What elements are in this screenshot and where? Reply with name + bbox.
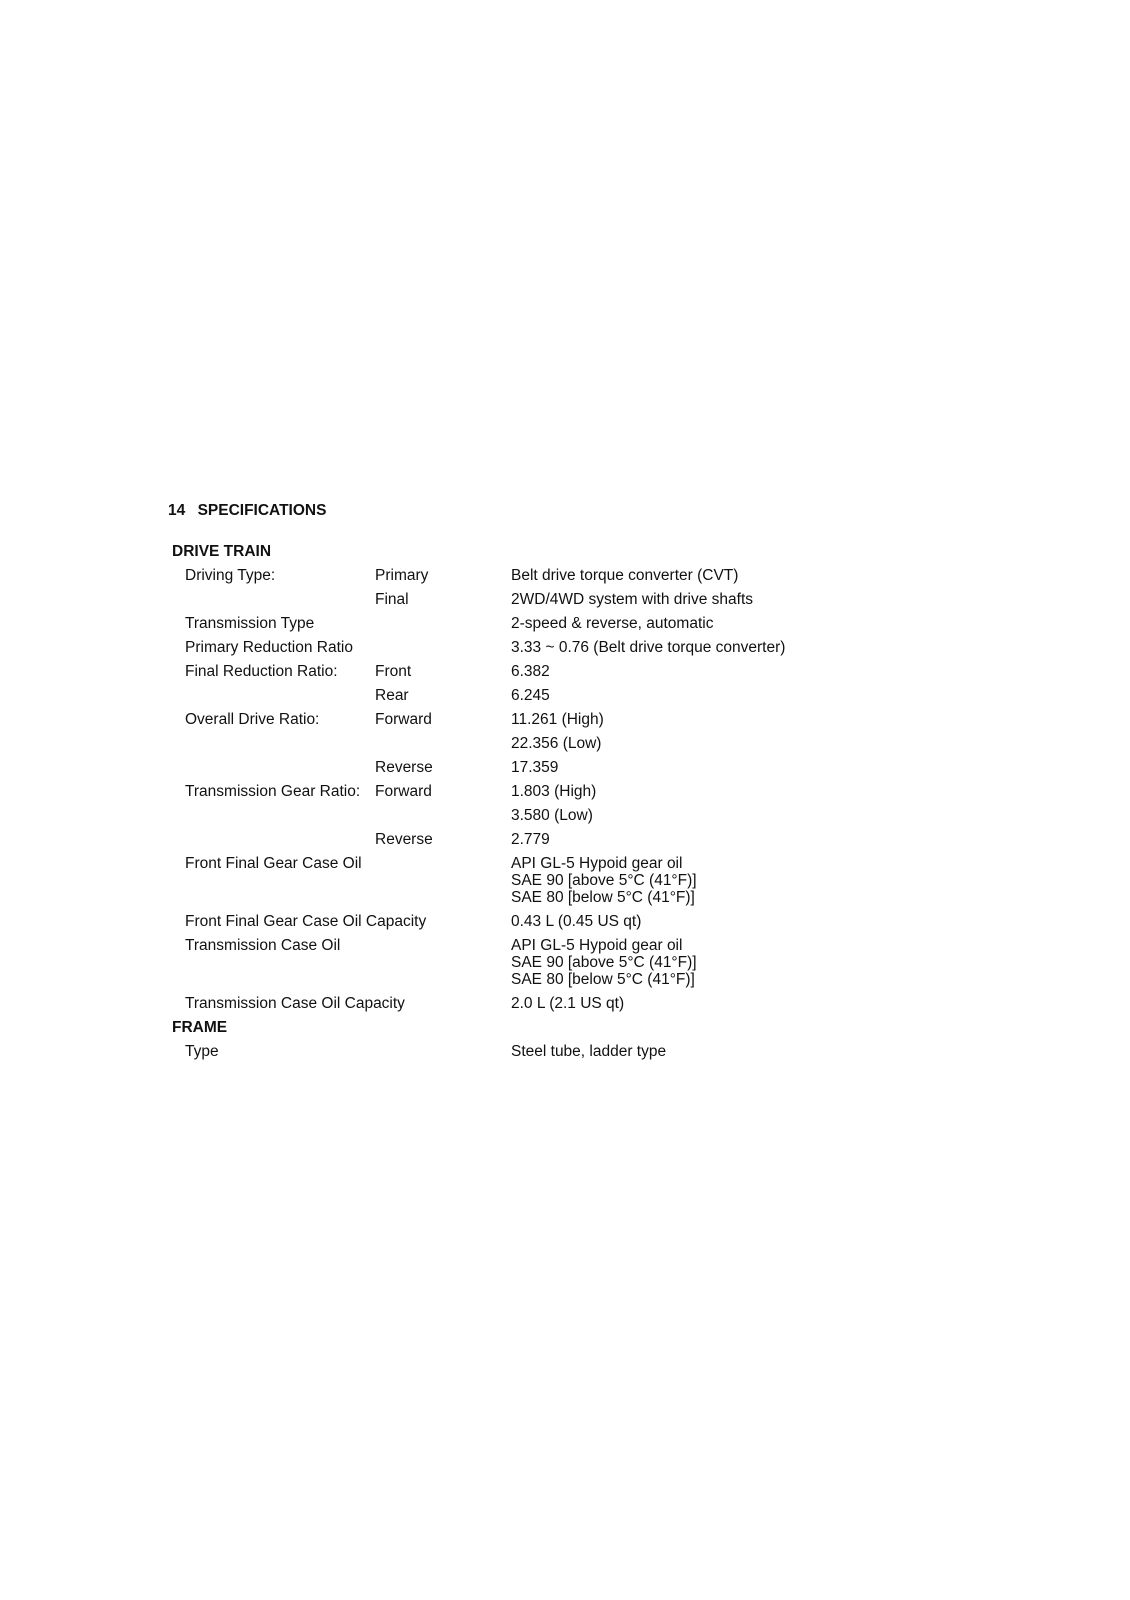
spec-value: 6.245 — [511, 687, 550, 704]
spec-row — [168, 612, 968, 636]
spec-value — [511, 937, 968, 988]
spec-label: Type — [185, 1043, 219, 1060]
spec-row — [168, 588, 968, 612]
spec-row — [168, 564, 968, 588]
spec-value: 2WD/4WD system with drive shafts — [511, 591, 754, 608]
spec-row — [168, 684, 968, 708]
spec-label: Transmission Type — [185, 615, 315, 632]
spec-row — [168, 934, 968, 992]
spec-sublabel: Forward — [375, 711, 432, 728]
spec-row — [168, 828, 968, 852]
spec-value-line: SAE 90 [above 5°C (41°F)] — [511, 954, 697, 971]
spec-value: 1.803 (High) — [511, 783, 597, 800]
spec-value: 2.779 — [511, 831, 550, 848]
spec-value-line: API GL-5 Hypoid gear oil — [511, 855, 683, 872]
spec-value-line: SAE 80 [below 5°C (41°F)] — [511, 889, 695, 906]
spec-value: 6.382 — [511, 663, 550, 680]
spec-value: 2-speed & reverse, automatic — [511, 615, 714, 632]
spec-row — [168, 636, 968, 660]
spec-label: Front Final Gear Case Oil Capacity — [185, 913, 427, 930]
spec-label: Front Final Gear Case Oil — [185, 855, 362, 872]
page-header — [168, 502, 326, 520]
spec-sublabel: Rear — [375, 687, 409, 704]
spec-row — [168, 804, 968, 828]
spec-value-line: SAE 90 [above 5°C (41°F)] — [511, 872, 697, 889]
section-heading-drive-train: DRIVE TRAIN — [172, 543, 272, 560]
spec-row — [168, 732, 968, 756]
page-number: 14 — [168, 502, 186, 519]
spec-sublabel: Front — [375, 663, 412, 680]
spec-label: Transmission Gear Ratio: — [185, 783, 361, 800]
spec-value-line: SAE 80 [below 5°C (41°F)] — [511, 971, 695, 988]
spec-sublabel: Primary — [375, 567, 429, 584]
spec-value: 17.359 — [511, 759, 559, 776]
spec-label: Driving Type: — [185, 567, 276, 584]
spec-row — [168, 756, 968, 780]
spec-row — [168, 780, 968, 804]
spec-label: Primary Reduction Ratio — [185, 639, 353, 656]
spec-row — [168, 910, 968, 934]
page-title: SPECIFICATIONS — [197, 502, 327, 519]
spec-value: 0.43 L (0.45 US qt) — [511, 913, 642, 930]
spec-value: 3.33 ~ 0.76 (Belt drive torque converter) — [511, 639, 786, 656]
spec-value: 2.0 L (2.1 US qt) — [511, 995, 625, 1012]
spec-value — [511, 855, 968, 906]
spec-sublabel: Reverse — [375, 831, 433, 848]
spec-label: Overall Drive Ratio: — [185, 711, 320, 728]
spec-row — [168, 992, 968, 1016]
spec-table — [168, 540, 968, 1064]
spec-row — [168, 852, 968, 910]
spec-sublabel: Reverse — [375, 759, 433, 776]
spec-value-line: API GL-5 Hypoid gear oil — [511, 937, 683, 954]
spec-row — [168, 708, 968, 732]
spec-label: Final Reduction Ratio: — [185, 663, 338, 680]
section-heading-frame: FRAME — [172, 1019, 228, 1036]
spec-value: 3.580 (Low) — [511, 807, 593, 824]
spec-sublabel: Forward — [375, 783, 432, 800]
spec-value: Belt drive torque converter (CVT) — [511, 567, 739, 584]
spec-row — [168, 660, 968, 684]
spec-value: 11.261 (High) — [511, 711, 604, 728]
spec-value: Steel tube, ladder type — [511, 1043, 667, 1060]
spec-row — [168, 1040, 968, 1064]
spec-value: 22.356 (Low) — [511, 735, 602, 752]
spec-label: Transmission Case Oil — [185, 937, 341, 954]
spec-sublabel: Final — [375, 591, 409, 608]
spec-label: Transmission Case Oil Capacity — [185, 995, 405, 1012]
